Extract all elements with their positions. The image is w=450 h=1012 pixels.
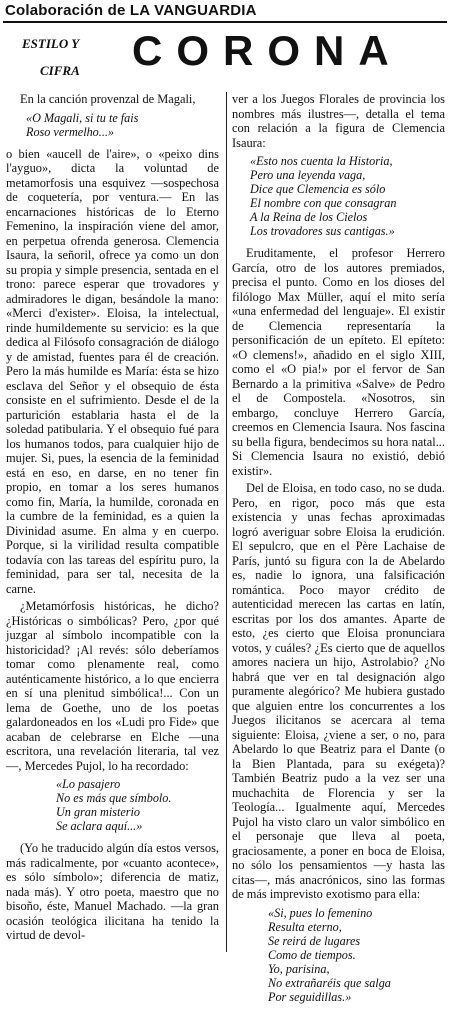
verse-magali	[26, 111, 219, 139]
verse-line: A la Reina de los Cielos	[250, 210, 368, 224]
article-title: CORONA	[132, 27, 403, 74]
verse-line: Pero una leyenda vaga,	[250, 168, 366, 182]
verse-machado	[250, 154, 445, 238]
top-rule	[3, 21, 447, 23]
section-kicker-line2: CIFRA	[40, 63, 80, 78]
verse-goethe	[56, 777, 219, 833]
paragraph: o bien «aucell de l'aire», o «peixo dins l'ayguo», dicta la voluntad de metamorfosis una esquivez —sospechosa de coquetería, por ventura.— En las encarnaciones históricas de lo Eterno Femenino, la inspiración viene del amor, en perpetua ofrenda generosa. Clemencia Isaura, la señoril, ofrece ya como un don su propia y simple presencia, sentada en el trono: parece esperar que trovadores y admiradores le digan, besándole la mano: «Merci d'exister». Eloisa, la intelectual, rinde humildemente su servicio: es la que dedica al Filósofo consagración de diálogo y de amistad, fuentes para él de creación. Pero la más humilde es María: ésta se hizo esclava del Señor y el obsequio de ésta consiste en el sufrimiento. Desde el de la parturición establaria hasta el de la soledad patibularia. Y el obsequio fué para los humanos todos, para cualquier hijo de mujer. Si, pues, la esencia de la feminidad está en eso, en darse, en no tener fin propio, en tomar a los seres humanos como fin, María, la humilde, coronada en la cumbre de la feminidad, es a quien la Divinidad asume. En alma y en cuerpo. Porque, si la virilidad resulta compatible todavía con las tareas del espíritu puro, la feminidad, para ser tal, necesita de la carne.	[6, 146, 219, 596]
paragraph: En la canción provenzal de Magali,	[20, 92, 196, 106]
verse-line: Resulta eterno,	[268, 919, 342, 934]
verse-line: Los trovadores sus cantigas.»	[250, 224, 395, 238]
verse-seguidillas	[268, 906, 445, 1004]
column-divider	[226, 92, 227, 952]
verse-line: «O Magali, si tu te fais	[26, 110, 139, 125]
verse-line: «Si, pues lo femenino	[268, 905, 373, 920]
section-kicker-line1: ESTILO Y	[22, 36, 80, 51]
right-column	[232, 92, 445, 1012]
verse-line: Se reirá de lugares	[268, 933, 361, 948]
verse-line: Yo, parisina,	[268, 961, 330, 976]
verse-line: No extrañaréis que salga	[268, 975, 391, 990]
verse-line: Roso vermelho...»	[26, 124, 115, 139]
verse-line: Como de tiempos.	[268, 947, 356, 962]
verse-line: Un gran misterio	[56, 805, 140, 819]
paragraph: ¿Metamórfosis históricas, he dicho? ¿Históricas o simbólicas? Pero, ¿por qué juzgar al símbolo incompatible con la historicidad? ¡Al revés: sólo deberíamos tomar como plenamente real, como auténticamente histórico, a lo que encierra en sí una plenitud simbólica!... Con un lema de Goethe, uno de los poetas galardoneados en los «Ludi pro Fide» que acaban de celebrarse en Elche —una escritora, una revelación literaria, tal vez—, Mercedes Pujol, lo ha recordado:	[6, 599, 219, 773]
masthead	[5, 2, 257, 19]
paragraph: Del de Eloisa, en todo caso, no se duda. Pero, en rigor, poco más que esta existencia y unas fechas aproximadas logró averiguar sobre Eloisa la erudición. El sepulcro, que en el Père Lachaise de París, juntó su figura con la de Abelardo es, nadie lo ignora, una falsificación romántica. Poco mayor crédito de autenticidad merecen las cartas en latín, escritas por los dos amantes. Aparte de esto, ¿es cierto que Eloisa pronunciara votos, y cuáles? ¿Es cierto que de aquellos amores naciera un hijo, Astrolabio? ¿No habrá que ver en tal designación algo puramente alegórico? Me hubiera gustado que alguien entre los concurrentes a los Juegos ilicitanos se acercara al tema siguiente: Eloisa, ¿viene a ser, o no, para Abelardo lo que Beatriz para el Dante (o la Bien Plantada, para su exégeta)? También Beatriz pudo a la vez ser una muchachita de Florencia y ser la Teología... Igualmente aquí, Mercedes Pujol ha visto claro un valor simbólico en el personaje que lleva al poeta, graciosamente, a poner en boca de Eloisa, no sólo los pensamientos —y hasta las citas—, más anacrónicos, sino las formas de más imprevisto exotismo para ella:	[232, 481, 445, 901]
verse-line: Dice que Clemencia es sólo	[250, 182, 386, 196]
paragraph: Eruditamente, el profesor Herrero García, otro de los autores premiados, precisa el punto. Como en los dioses del filólogo Max Müller, aquí el mito sería «una enfermedad del lenguaje». El existir de Clemencia representaría la personificación de un epíteto. El epíteto: «O clemens!», añadido en el siglo XIII, como el «O pia!» por el fervor de San Bernardo a la primitiva «Salve» de Pedro el de Compostela. «Nosotros, sin embargo, concluye Herrero García, creemos en Clemencia Isaura. Nos fascina su bella figura, bendecimos su hora natal... Si Clemencia Isaura no existió, debió existir».	[232, 246, 445, 478]
verse-line: Se aclara aquí...»	[56, 819, 143, 833]
paragraph: (Yo he traducido algún día estos versos, más radicalmente, por «cuanto acontece», es sólo símbolo»; diferencia de matiz, nada más). Y otro poeta, maestro que no bisoño, éste, Manuel Machado. —la gran ocasión teológica ilicitana ha tenido la virtud de devol-	[6, 841, 219, 942]
left-column	[6, 92, 219, 946]
verse-line: «Esto nos cuenta la Historia,	[250, 154, 393, 168]
verse-line: Por seguidillas.»	[268, 989, 352, 1004]
verse-line: «Lo pasajero	[56, 777, 121, 791]
verse-line: No es más que símbolo.	[56, 791, 172, 805]
verse-line: El nombre con que consagran	[250, 196, 397, 210]
masthead-prefix: Colaboración de	[5, 2, 126, 19]
masthead-paper-name: LA VANGUARDIA	[129, 2, 257, 19]
paragraph: ver a los Juegos Florales de provincia los nombres más ilustres—, detalla el tema con relación a la figura de Clemencia Isaura:	[232, 92, 445, 150]
